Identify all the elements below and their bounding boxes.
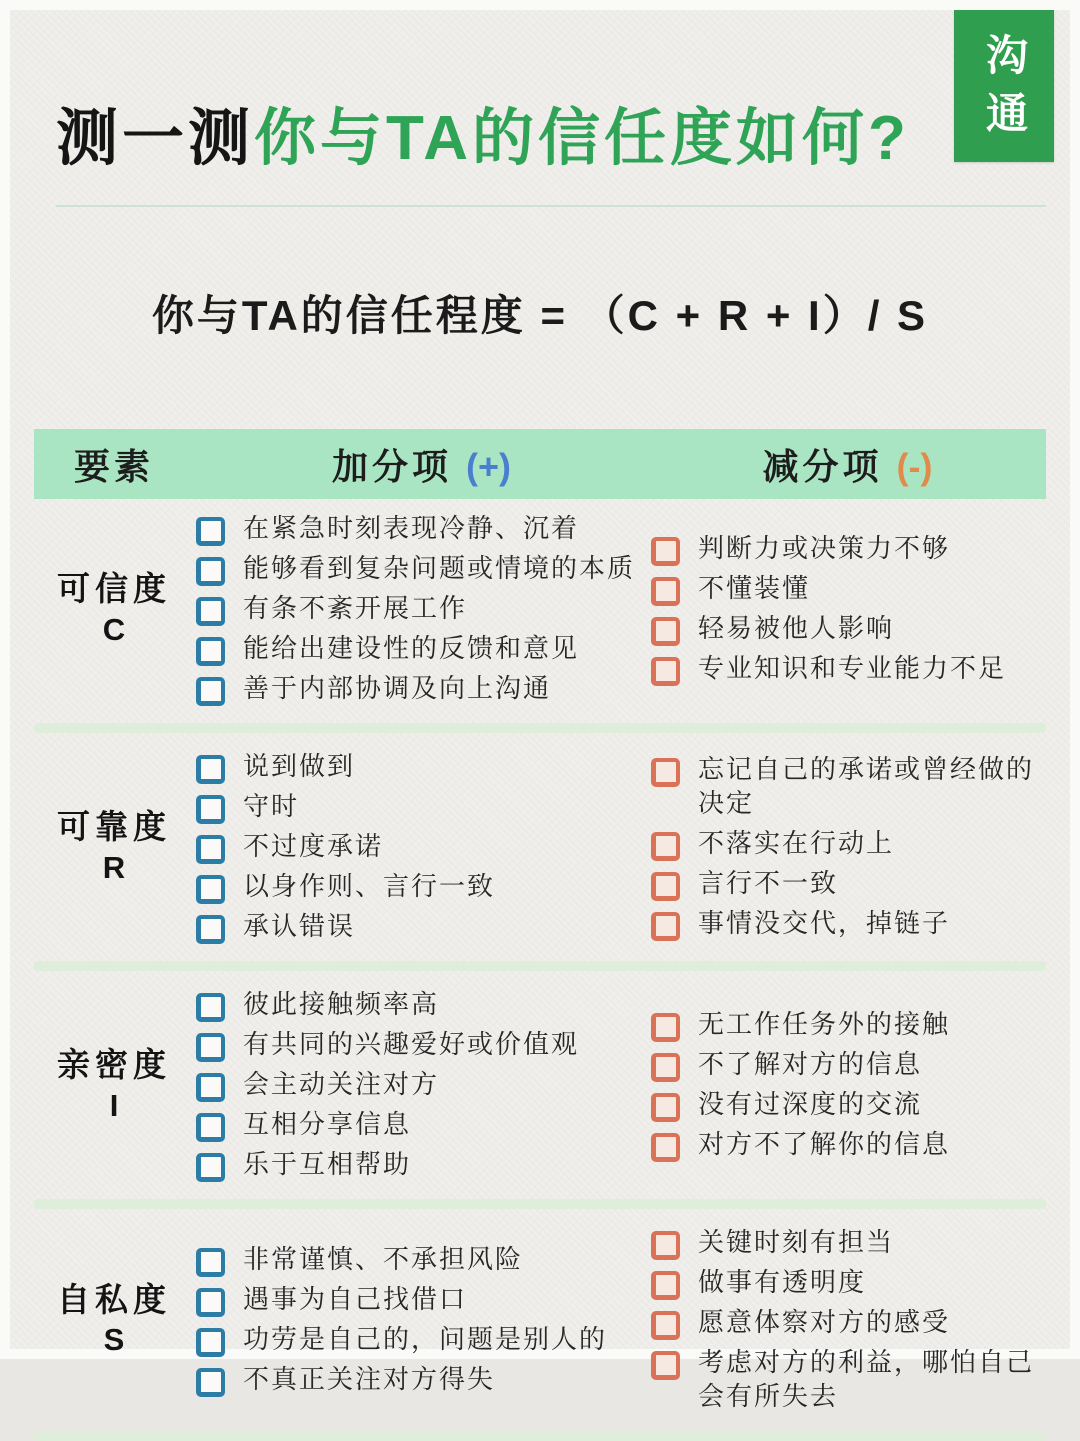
checklist-item	[194, 1243, 649, 1277]
checkbox-icon	[196, 1328, 225, 1357]
item-text: 非常谨慎、不承担风险	[243, 1243, 524, 1274]
item-text: 彼此接触频率高	[243, 989, 440, 1020]
checklist-item	[649, 1128, 1046, 1162]
checklist-item	[194, 870, 649, 904]
checkbox-icon	[196, 637, 225, 666]
title-green-part: 你与TA的信任度如何?	[254, 104, 910, 173]
row-label	[34, 806, 194, 888]
row-divider	[34, 723, 1046, 733]
checkbox-icon	[196, 795, 225, 824]
item-text: 乐于互相帮助	[243, 1149, 412, 1180]
plus-items	[194, 747, 649, 947]
checkbox-icon	[651, 1093, 680, 1122]
checklist-item	[649, 532, 1046, 566]
checkbox-icon	[651, 1351, 680, 1380]
checklist-item	[649, 1266, 1046, 1300]
trust-formula: 你与TA的信任程度 = （C + R + I）/ S	[151, 292, 929, 340]
checkbox-icon	[651, 617, 680, 646]
row-factor: 可靠度	[57, 808, 171, 846]
item-text: 关键时刻有担当	[698, 1227, 895, 1258]
item-text: 以身作则、言行一致	[243, 871, 496, 902]
checklist-item	[649, 1008, 1046, 1042]
checkbox-icon	[651, 1053, 680, 1082]
checklist-item	[194, 632, 649, 666]
checklist-item	[649, 652, 1046, 686]
checkbox-icon	[196, 597, 225, 626]
item-text: 互相分享信息	[243, 1109, 412, 1140]
checkbox-icon	[196, 1033, 225, 1062]
item-text: 忘记自己的承诺或曾经做的决定	[698, 754, 1035, 819]
checklist-item	[194, 1283, 649, 1317]
title-black-part: 测一测	[56, 104, 255, 173]
item-text: 考虑对方的利益，哪怕自己会有所失去	[698, 1347, 1035, 1411]
table-row	[20, 1213, 1060, 1427]
item-text: 遇事为自己找借口	[243, 1283, 468, 1314]
trust-table	[20, 429, 1060, 1441]
item-text: 有共同的兴趣爱好或价值观	[243, 1029, 580, 1060]
checkbox-icon	[196, 835, 225, 864]
row-factor: 自私度	[57, 1281, 171, 1319]
minus-items	[649, 1005, 1046, 1165]
checkbox-icon	[651, 1133, 680, 1162]
checkbox-icon	[196, 915, 225, 944]
header-plus	[194, 439, 649, 490]
item-text: 无工作任务外的接触	[698, 1009, 951, 1040]
checkbox-icon	[651, 1231, 680, 1260]
checklist-item	[194, 790, 649, 824]
item-text: 轻易被他人影响	[698, 613, 895, 644]
row-label	[34, 568, 194, 650]
checklist-item	[649, 753, 1046, 821]
checkbox-icon	[651, 758, 680, 787]
minus-items	[649, 750, 1046, 944]
item-text: 不真正关注对方得失	[243, 1363, 496, 1394]
item-text: 说到做到	[243, 751, 356, 782]
item-text: 能给出建设性的反馈和意见	[243, 633, 580, 664]
item-text: 不过度承诺	[243, 831, 384, 862]
item-text: 事情没交代，掉链子	[698, 907, 951, 938]
item-text: 不了解对方的信息	[698, 1049, 923, 1080]
checklist-item	[649, 1048, 1046, 1082]
checklist-item	[649, 827, 1046, 861]
checkbox-icon	[651, 657, 680, 686]
checklist-item	[194, 1363, 649, 1397]
item-text: 愿意体察对方的感受	[698, 1307, 951, 1338]
checkbox-icon	[651, 872, 680, 901]
item-text: 会主动关注对方	[243, 1069, 440, 1100]
checkbox-icon	[196, 557, 225, 586]
checklist-item	[194, 988, 649, 1022]
communication-badge	[954, 10, 1054, 162]
checkbox-icon	[651, 832, 680, 861]
checkbox-icon	[196, 1113, 225, 1142]
checklist-item	[194, 512, 649, 546]
checkbox-icon	[196, 1368, 225, 1397]
checkbox-icon	[651, 1311, 680, 1340]
checkbox-icon	[196, 517, 225, 546]
checkbox-icon	[196, 1288, 225, 1317]
checklist-item	[194, 750, 649, 784]
title-divider	[56, 205, 1046, 207]
checkbox-icon	[196, 677, 225, 706]
item-text: 做事有透明度	[698, 1267, 867, 1298]
checkbox-icon	[651, 912, 680, 941]
item-text: 对方不了解你的信息	[698, 1129, 951, 1160]
item-text: 专业知识和专业能力不足	[698, 653, 1007, 684]
checklist-item	[649, 1306, 1046, 1340]
row-letter: I	[109, 1087, 119, 1123]
checklist-item	[649, 1088, 1046, 1122]
checkbox-icon	[196, 875, 225, 904]
checklist-item	[194, 1108, 649, 1142]
item-text: 在紧急时刻表现冷静、沉着	[243, 513, 580, 544]
checklist-item	[194, 910, 649, 944]
checklist-item	[194, 1148, 649, 1182]
item-text: 守时	[243, 791, 300, 822]
plus-items	[194, 509, 649, 709]
row-divider	[34, 961, 1046, 971]
checkbox-icon	[196, 1073, 225, 1102]
row-factor: 亲密度	[57, 1046, 171, 1084]
header-minus-label: 减分项	[762, 445, 883, 487]
checkbox-icon	[651, 537, 680, 566]
checkbox-icon	[651, 1013, 680, 1042]
header-plus-label: 加分项	[331, 445, 452, 487]
item-text: 能够看到复杂问题或情境的本质	[243, 553, 636, 584]
row-letter: R	[102, 849, 126, 885]
checklist-item	[649, 612, 1046, 646]
header-minus	[649, 439, 1046, 490]
row-letter: S	[103, 1322, 125, 1358]
checklist-item	[194, 592, 649, 626]
checkbox-icon	[196, 755, 225, 784]
table-row	[20, 975, 1060, 1195]
checklist-item	[649, 867, 1046, 901]
item-text: 判断力或决策力不够	[698, 533, 951, 564]
checkbox-icon	[196, 1248, 225, 1277]
checklist-item	[649, 1226, 1046, 1260]
checklist-item	[194, 830, 649, 864]
item-text: 没有过深度的交流	[698, 1089, 923, 1120]
checklist-item	[194, 1068, 649, 1102]
checklist-item	[194, 672, 649, 706]
row-factor: 可信度	[57, 570, 171, 608]
row-label	[34, 1279, 194, 1361]
table-body	[20, 499, 1060, 1441]
table-row	[20, 737, 1060, 957]
row-divider	[34, 1199, 1046, 1209]
checkbox-icon	[196, 1153, 225, 1182]
checklist-item	[649, 1346, 1046, 1414]
item-text: 承认错误	[243, 911, 356, 942]
table-header	[34, 429, 1046, 499]
minus-sign: (-)	[896, 445, 933, 487]
checkbox-icon	[651, 1271, 680, 1300]
header-factor: 要素	[73, 445, 154, 487]
plus-items	[194, 1240, 649, 1400]
row-label	[34, 1044, 194, 1126]
checkbox-icon	[196, 993, 225, 1022]
item-text: 不懂装懂	[698, 573, 811, 604]
minus-items	[649, 529, 1046, 689]
item-text: 功劳是自己的，问题是别人的	[243, 1323, 608, 1354]
checklist-item	[649, 572, 1046, 606]
checkbox-icon	[651, 577, 680, 606]
item-text: 有条不紊开展工作	[243, 593, 468, 624]
item-text: 言行不一致	[698, 867, 839, 898]
minus-items	[649, 1223, 1046, 1417]
row-divider	[34, 1431, 1046, 1441]
checklist-item	[649, 907, 1046, 941]
checklist-item	[194, 1323, 649, 1357]
plus-items	[194, 985, 649, 1185]
item-text: 善于内部协调及向上沟通	[243, 673, 552, 704]
row-letter: C	[102, 611, 126, 647]
table-row	[20, 499, 1060, 719]
page-title	[56, 106, 1070, 171]
item-text: 不落实在行动上	[698, 827, 895, 858]
checklist-item	[194, 552, 649, 586]
checklist-item	[194, 1028, 649, 1062]
badge-label: 沟通	[981, 33, 1028, 149]
plus-sign: (+)	[466, 445, 512, 487]
